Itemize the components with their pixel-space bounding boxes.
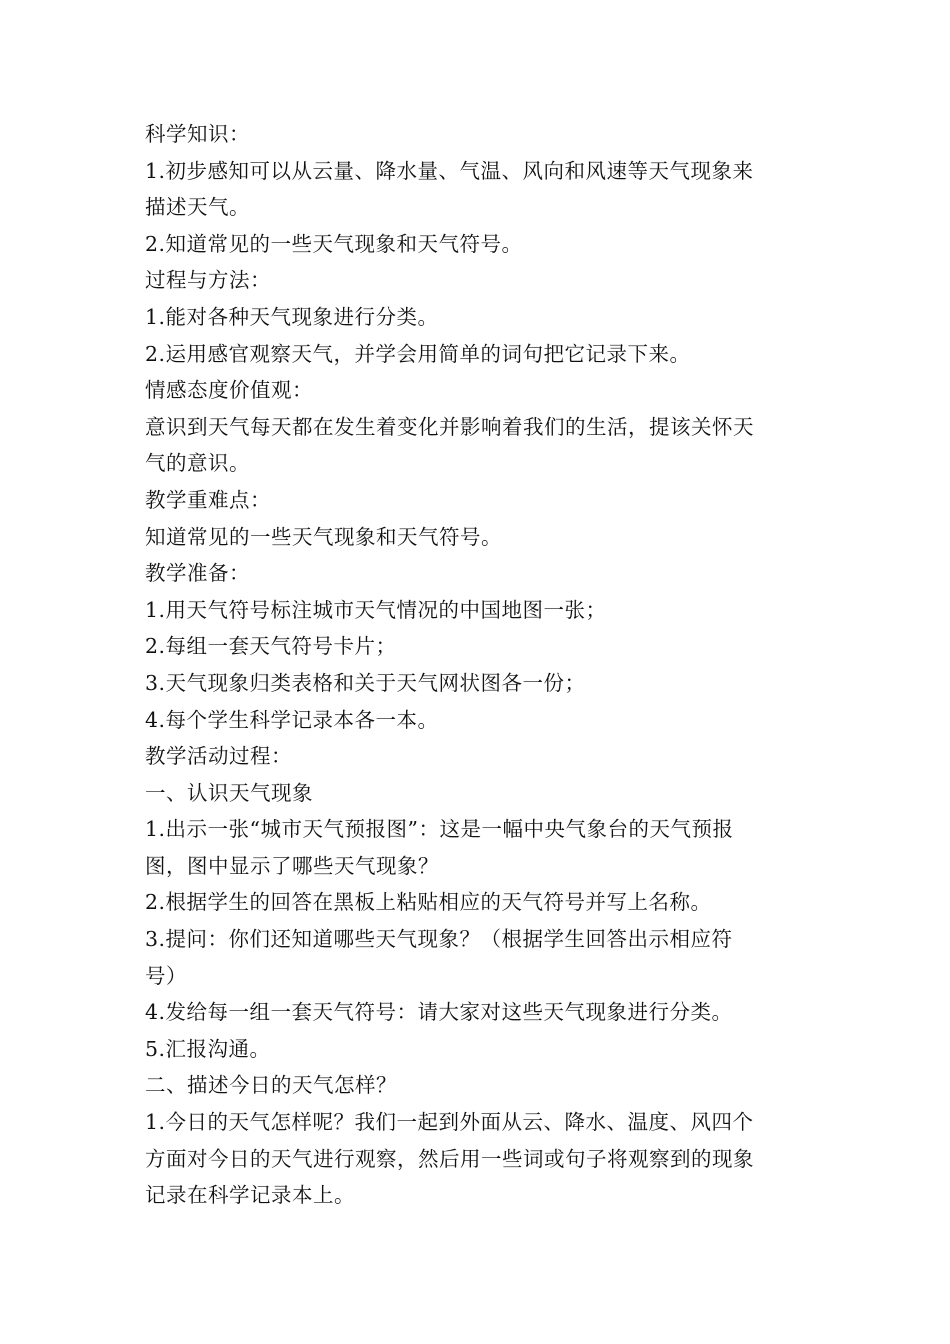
text-line: 1.用天气符号标注城市天气情况的中国地图一张； [145, 597, 607, 622]
text-line: 2.根据学生的回答在黑板上粘贴相应的天气符号并写上名称。 [145, 890, 712, 915]
heading-science-knowledge: 科学知识： [145, 122, 250, 146]
text-line: 4.每个学生科学记录本各一本。 [145, 707, 439, 732]
text-line: 2.每组一套天气符号卡片； [145, 634, 397, 659]
text-line: 意识到天气每天都在发生着变化并影响着我们的生活，提该关怀天 [145, 414, 754, 439]
heading-activity-process: 教学活动过程： [145, 744, 292, 769]
text-line: 图，图中显示了哪些天气现象？ [145, 853, 439, 878]
text-line: 4.发给每一组一套天气符号：请大家对这些天气现象进行分类。 [145, 1000, 733, 1025]
heading-process-method: 过程与方法： [145, 268, 271, 293]
text-line: 1.今日的天气怎样呢？我们一起到外面从云、降水、温度、风四个 [145, 1110, 754, 1135]
text-line: 记录在科学记录本上。 [145, 1183, 355, 1208]
text-line: 2.知道常见的一些天气现象和天气符号。 [145, 231, 523, 256]
text-line: 号） [145, 963, 187, 988]
heading-preparation: 教学准备： [145, 561, 250, 586]
text-line: 2.运用感官观察天气，并学会用简单的词句把它记录下来。 [145, 341, 691, 366]
section-heading-1: 一、认识天气现象 [145, 780, 313, 805]
text-line: 3.提问：你们还知道哪些天气现象？（根据学生回答出示相应符 [145, 927, 733, 952]
text-line: 1.出示一张“城市天气预报图”：这是一幅中央气象台的天气预报 [145, 817, 734, 842]
heading-key-points: 教学重难点： [145, 487, 271, 512]
text-line: 1.初步感知可以从云量、降水量、气温、风向和风速等天气现象来 [145, 158, 754, 183]
text-line: 描述天气。 [145, 195, 250, 220]
document-body [145, 116, 810, 1214]
heading-attitude-values: 情感态度价值观： [145, 378, 313, 403]
text-line: 3.天气现象归类表格和关于天气网状图各一份； [145, 670, 586, 695]
text-line: 知道常见的一些天气现象和天气符号。 [145, 524, 502, 549]
section-heading-2: 二、描述今日的天气怎样？ [145, 1073, 397, 1098]
text-line: 5.汇报沟通。 [145, 1036, 271, 1061]
text-line: 气的意识。 [145, 451, 250, 476]
text-line: 方面对今日的天气进行观察，然后用一些词或句子将观察到的现象 [145, 1146, 754, 1171]
text-line: 1.能对各种天气现象进行分类。 [145, 304, 439, 329]
